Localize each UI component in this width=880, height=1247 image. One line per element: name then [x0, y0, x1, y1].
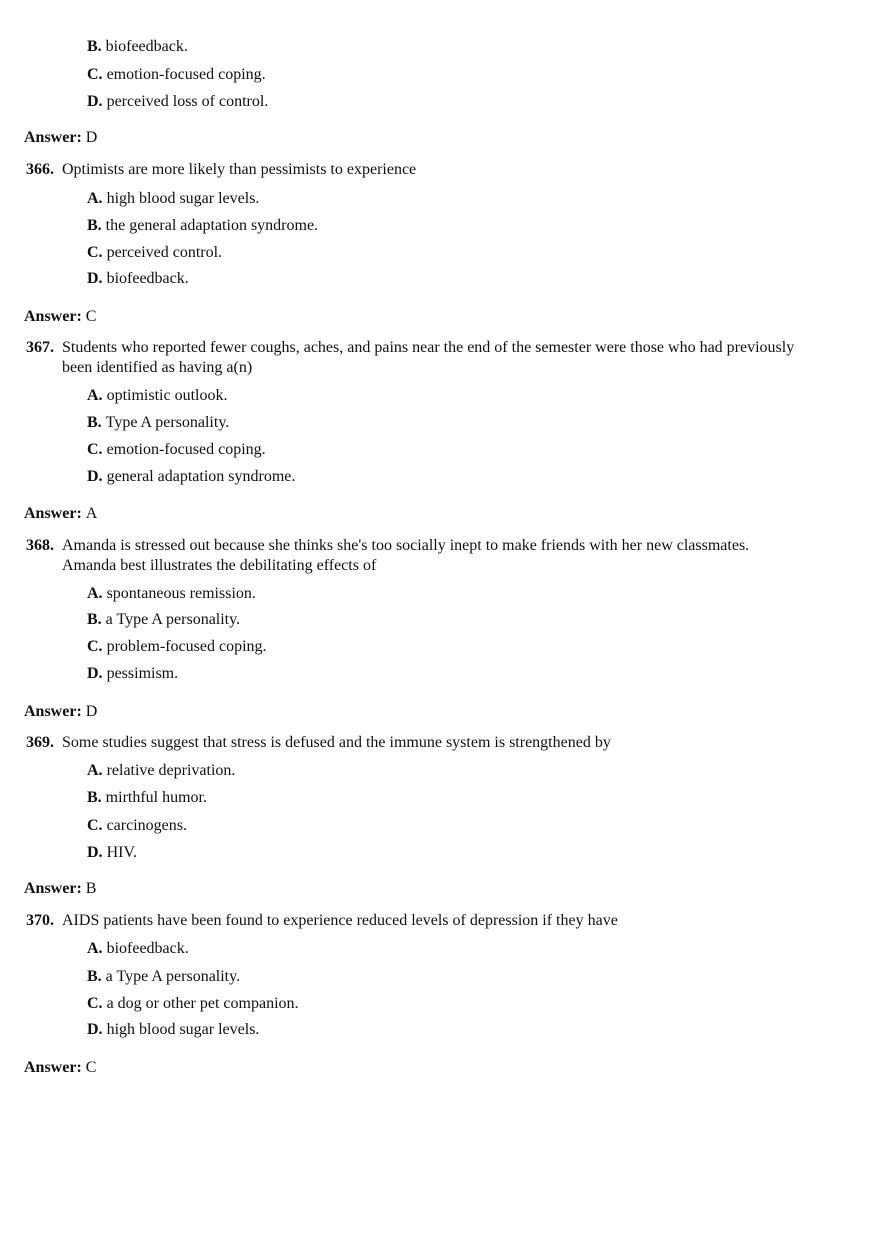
answer-value: B	[85, 880, 97, 897]
option-text: a Type A personality.	[105, 968, 241, 985]
option-text: high blood sugar levels.	[106, 1021, 260, 1038]
option-letter: A.	[87, 940, 103, 957]
option-letter: C.	[87, 817, 103, 834]
option-item	[87, 216, 318, 236]
option-item	[87, 269, 189, 289]
option-item	[87, 637, 267, 657]
option-item	[87, 189, 259, 209]
option-text: relative deprivation.	[106, 762, 236, 779]
option-letter: B.	[87, 414, 102, 431]
option-letter: C.	[87, 66, 103, 83]
question-text: AIDS patients have been found to experience reduced levels of depression if they have	[62, 912, 618, 929]
option-letter: B.	[87, 217, 102, 234]
question-number: 370.	[26, 912, 54, 929]
option-letter: A.	[87, 190, 103, 207]
option-letter: B.	[87, 38, 102, 55]
question-number: 368.	[26, 537, 54, 554]
option-text: the general adaptation syndrome.	[105, 217, 319, 234]
option-text: biofeedback.	[106, 940, 189, 957]
option-item	[87, 467, 295, 487]
option-item	[87, 37, 188, 57]
answer-value: D	[85, 703, 98, 720]
option-item	[87, 1020, 259, 1040]
answer-line	[24, 307, 96, 327]
answer-line	[24, 879, 96, 899]
option-text: emotion-focused coping.	[106, 441, 266, 458]
question-number: 367.	[26, 339, 54, 356]
answer-value: D	[85, 129, 98, 146]
answer-value: C	[85, 308, 97, 325]
option-item	[87, 413, 229, 433]
option-item	[87, 939, 189, 959]
option-text: carcinogens.	[106, 817, 187, 834]
option-item	[87, 843, 137, 863]
answer-value: C	[85, 1059, 97, 1076]
answer-line	[24, 504, 97, 524]
question-text: Optimists are more likely than pessimists to experience	[62, 161, 417, 178]
question-number: 366.	[26, 161, 54, 178]
option-text: perceived loss of control.	[106, 93, 269, 110]
option-letter: C.	[87, 995, 103, 1012]
option-text: Type A personality.	[105, 414, 230, 431]
answer-label: Answer:	[24, 505, 82, 522]
option-letter: C.	[87, 244, 103, 261]
answer-label: Answer:	[24, 308, 82, 325]
question-text: Students who reported fewer coughs, aches, and pains near the end of the semester were those who had previously been identified as having a(n)	[62, 339, 795, 376]
option-text: biofeedback.	[106, 270, 189, 287]
option-letter: D.	[87, 1021, 103, 1038]
option-letter: A.	[87, 387, 103, 404]
answer-value: A	[85, 505, 98, 522]
question-text: Some studies suggest that stress is defused and the immune system is strengthened by	[62, 734, 611, 751]
answer-label: Answer:	[24, 880, 82, 897]
option-item	[87, 967, 240, 987]
option-text: a Type A personality.	[105, 611, 241, 628]
question-368	[26, 536, 806, 576]
option-text: high blood sugar levels.	[106, 190, 260, 207]
option-item	[87, 610, 240, 630]
option-letter: C.	[87, 638, 103, 655]
option-item	[87, 761, 235, 781]
option-letter: D.	[87, 93, 103, 110]
option-text: perceived control.	[106, 244, 223, 261]
option-item	[87, 788, 207, 808]
option-letter: C.	[87, 441, 103, 458]
answer-label: Answer:	[24, 1059, 82, 1076]
option-item	[87, 92, 268, 112]
question-text: Amanda is stressed out because she thinks she's too socially inept to make friends with her new classmates. Amanda best illustrates the debilitating effects of	[62, 537, 750, 574]
option-item	[87, 386, 227, 406]
answer-line	[24, 128, 97, 148]
answer-line	[24, 1058, 96, 1078]
option-letter: D.	[87, 844, 103, 861]
option-item	[87, 816, 187, 836]
option-item	[87, 584, 256, 604]
option-text: spontaneous remission.	[106, 585, 256, 602]
answer-label: Answer:	[24, 129, 82, 146]
option-text: mirthful humor.	[105, 789, 207, 806]
answer-label: Answer:	[24, 703, 82, 720]
option-text: a dog or other pet companion.	[106, 995, 299, 1012]
option-letter: D.	[87, 468, 103, 485]
question-367	[26, 338, 806, 378]
option-item	[87, 664, 178, 684]
option-text: pessimism.	[106, 665, 179, 682]
option-text: biofeedback.	[105, 38, 188, 55]
answer-line	[24, 702, 97, 722]
option-text: optimistic outlook.	[106, 387, 228, 404]
option-letter: A.	[87, 585, 103, 602]
option-item	[87, 994, 299, 1014]
question-370	[26, 911, 806, 931]
question-366	[26, 160, 806, 180]
question-369	[26, 733, 806, 753]
option-letter: D.	[87, 665, 103, 682]
option-letter: A.	[87, 762, 103, 779]
option-text: emotion-focused coping.	[106, 66, 266, 83]
option-letter: B.	[87, 611, 102, 628]
option-text: problem-focused coping.	[106, 638, 267, 655]
option-letter: D.	[87, 270, 103, 287]
option-item	[87, 243, 222, 263]
option-text: HIV.	[106, 844, 137, 861]
option-letter: B.	[87, 789, 102, 806]
question-number: 369.	[26, 734, 54, 751]
option-text: general adaptation syndrome.	[106, 468, 296, 485]
option-letter: B.	[87, 968, 102, 985]
option-item	[87, 440, 266, 460]
option-item	[87, 65, 266, 85]
